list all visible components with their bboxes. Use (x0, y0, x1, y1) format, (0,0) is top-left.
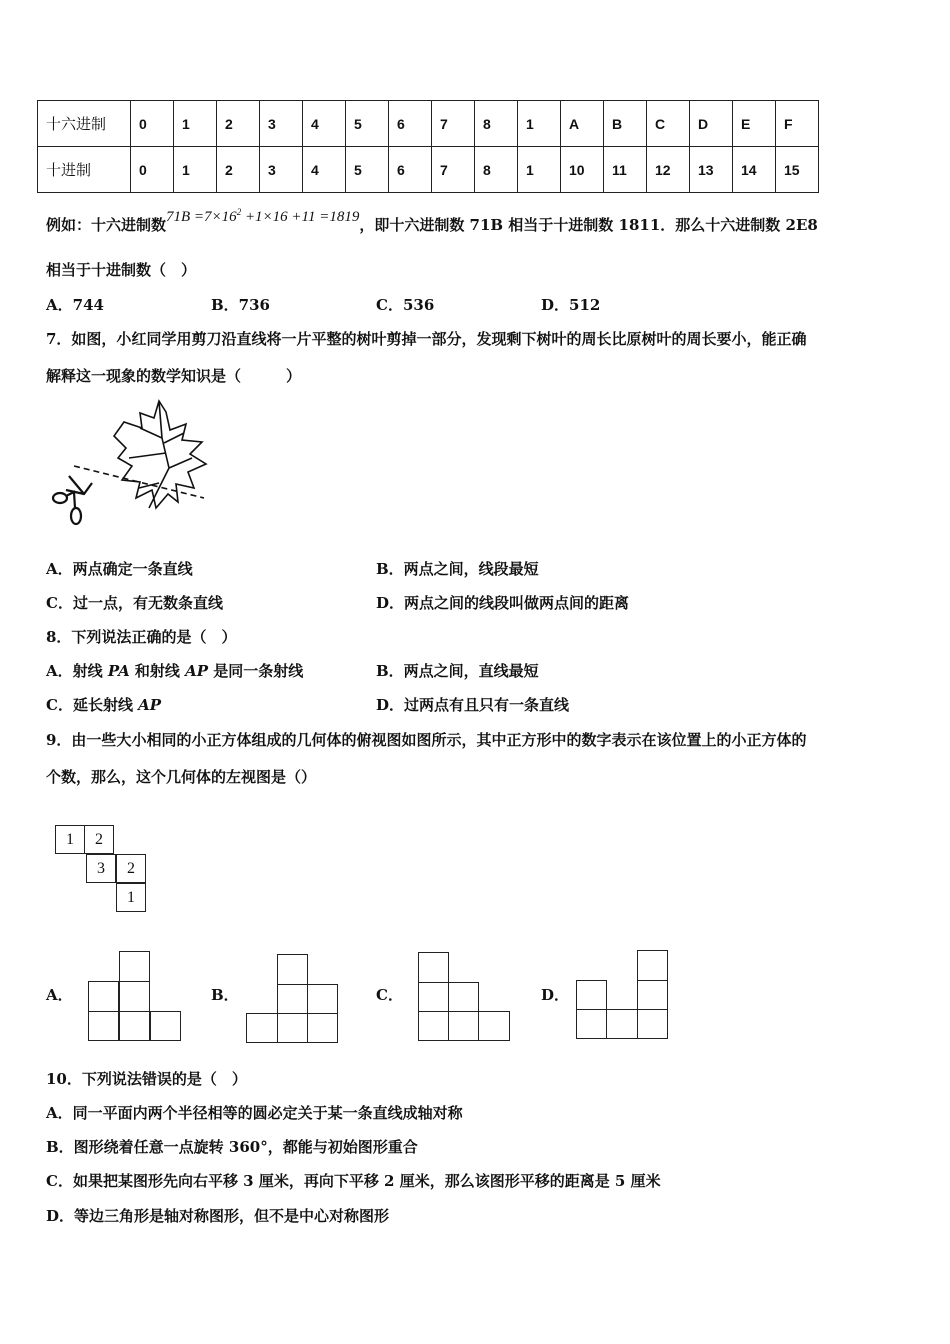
hex-cell: 1 (518, 101, 561, 147)
hex-cell: D (690, 101, 733, 147)
view-square (277, 1013, 308, 1043)
view-square (448, 1011, 479, 1041)
hex-cell: C (647, 101, 690, 147)
grid-cell: 3 (86, 854, 116, 883)
q9-line1: 9．由一些大小相同的小正方体组成的几何体的俯视图如图所示，其中正方形中的数字表示在该位置上的小正方体的 (46, 731, 807, 749)
q10-option-a[interactable]: A．同一平面内两个半径相等的圆必定关于某一条直线成轴对称 (46, 1104, 463, 1122)
q6-option-b[interactable]: B．736 (211, 296, 270, 314)
q7-option-b[interactable]: B．两点之间，线段最短 (376, 560, 539, 578)
decimal-cell: 3 (260, 147, 303, 193)
view-square (119, 981, 150, 1012)
q9-option-c-label[interactable]: C． (376, 986, 403, 1004)
view-square (307, 1013, 338, 1043)
q6-formula-exp: 2 (236, 207, 242, 217)
q6-option-d[interactable]: D．512 (541, 296, 601, 314)
decimal-cell: 11 (604, 147, 647, 193)
hex-cell: F (776, 101, 819, 147)
q6-option-a[interactable]: A．744 (46, 296, 104, 314)
q8-option-a[interactable] (46, 661, 303, 681)
decimal-cell: 10 (561, 147, 604, 193)
q9-line2: 个数，那么，这个几何体的左视图是（） (46, 768, 317, 786)
q8-option-d[interactable]: D．过两点有且只有一条直线 (376, 696, 570, 714)
hex-cell: 7 (432, 101, 475, 147)
decimal-row (38, 147, 819, 193)
decimal-cell: 1 (518, 147, 561, 193)
view-square (576, 1009, 607, 1039)
q8-c-pre: C．延长射线 (46, 696, 139, 714)
view-square (88, 1011, 119, 1041)
q6-formula-a: 71B =7×16 (166, 209, 237, 225)
hex-decimal-table (37, 100, 819, 193)
decimal-cell: 15 (776, 147, 819, 193)
view-square (576, 980, 607, 1010)
q7-line1: 7．如图，小红同学用剪刀沿直线将一片平整的树叶剪掉一部分，发现剩下树叶的周长比原树叶的周长要小，能正确 (46, 330, 807, 348)
q10-title: 10．下列说法错误的是（ ） (46, 1070, 247, 1088)
view-square (307, 984, 338, 1014)
decimal-row-label: 十进制 (38, 147, 131, 193)
q6-example-line (46, 207, 818, 236)
view-square (119, 951, 150, 982)
q6-line2: 相当于十进制数（ ） (46, 261, 197, 279)
q9-option-a-label[interactable]: A． (46, 986, 73, 1004)
grid-cell: 1 (55, 825, 85, 854)
hex-cell: 8 (475, 101, 518, 147)
q10-option-d[interactable]: D．等边三角形是轴对称图形，但不是中心对称图形 (46, 1207, 390, 1225)
decimal-cell: 0 (131, 147, 174, 193)
hex-cell: 4 (303, 101, 346, 147)
view-square (637, 1009, 668, 1039)
hex-cell: 2 (217, 101, 260, 147)
decimal-cell: 8 (475, 147, 518, 193)
hex-cell: 6 (389, 101, 432, 147)
hex-cell: 3 (260, 101, 303, 147)
view-square (448, 982, 479, 1012)
scissors-icon (53, 476, 92, 524)
decimal-cell: 2 (217, 147, 260, 193)
view-square (606, 1009, 638, 1039)
hex-cell: 0 (131, 101, 174, 147)
grid-cell: 2 (116, 854, 146, 883)
grid-cell: 2 (84, 825, 114, 854)
q7-option-a[interactable]: A．两点确定一条直线 (46, 560, 193, 578)
q8-c-var: AP (138, 696, 162, 714)
view-square (418, 952, 449, 983)
q6-option-c[interactable]: C．536 (376, 296, 435, 314)
view-square (246, 1013, 278, 1043)
hex-cell: E (733, 101, 776, 147)
q8-a-pre: A．射线 (46, 662, 108, 680)
view-square (637, 950, 668, 981)
q7-option-d[interactable]: D．两点之间的线段叫做两点间的距离 (376, 594, 630, 612)
q6-formula-b: +1×16 +11 =1819 (241, 209, 360, 225)
decimal-cell: 12 (647, 147, 690, 193)
view-square (418, 982, 449, 1012)
decimal-cell: 14 (733, 147, 776, 193)
hex-cell: A (561, 101, 604, 147)
leaf-icon (114, 401, 206, 508)
hex-row (38, 101, 819, 147)
decimal-cell: 5 (346, 147, 389, 193)
q10-option-b[interactable]: B．图形绕着任意一点旋转 360°，都能与初始图形重合 (46, 1138, 418, 1156)
q9-option-b-label[interactable]: B． (211, 986, 239, 1004)
q8-option-b[interactable]: B．两点之间，直线最短 (376, 662, 539, 680)
hex-cell: B (604, 101, 647, 147)
q8-a-var1: PA (107, 662, 130, 680)
q8-title: 8．下列说法正确的是（ ） (46, 628, 237, 646)
decimal-cell: 1 (174, 147, 217, 193)
hex-cell: 5 (346, 101, 389, 147)
q8-a-post: 是同一条射线 (208, 662, 304, 680)
q7-option-c[interactable]: C．过一点，有无数条直线 (46, 594, 223, 612)
view-square (478, 1011, 510, 1041)
q8-option-c[interactable] (46, 695, 161, 715)
view-square (277, 984, 308, 1014)
q8-a-var2: AP (185, 662, 209, 680)
q10-option-c[interactable]: C．如果把某图形先向右平移 3 厘米，再向下平移 2 厘米，那么该图形平移的距离是 5 厘米 (46, 1172, 661, 1190)
view-square (88, 981, 119, 1012)
hex-cell: 1 (174, 101, 217, 147)
grid-cell: 1 (116, 883, 146, 912)
q7-line2: 解释这一现象的数学知识是（ ） (46, 367, 302, 385)
leaf-scissors-figure (44, 398, 214, 538)
view-square (119, 1011, 150, 1041)
decimal-cell: 13 (690, 147, 733, 193)
hex-row-label: 十六进制 (38, 101, 131, 147)
q6-suffix: ，即十六进制数 71B 相当于十进制数 1811．那么十六进制数 2E8 (359, 216, 818, 234)
decimal-cell: 7 (432, 147, 475, 193)
q8-a-mid: 和射线 (129, 662, 186, 680)
view-square (418, 1011, 449, 1041)
decimal-cell: 4 (303, 147, 346, 193)
decimal-cell: 6 (389, 147, 432, 193)
view-square (637, 980, 668, 1010)
view-square (277, 954, 308, 985)
q6-formula (166, 209, 359, 225)
view-square (150, 1011, 181, 1041)
q6-prefix: 例如：十六进制数 (46, 216, 167, 234)
q9-option-d-label[interactable]: D． (541, 986, 570, 1004)
